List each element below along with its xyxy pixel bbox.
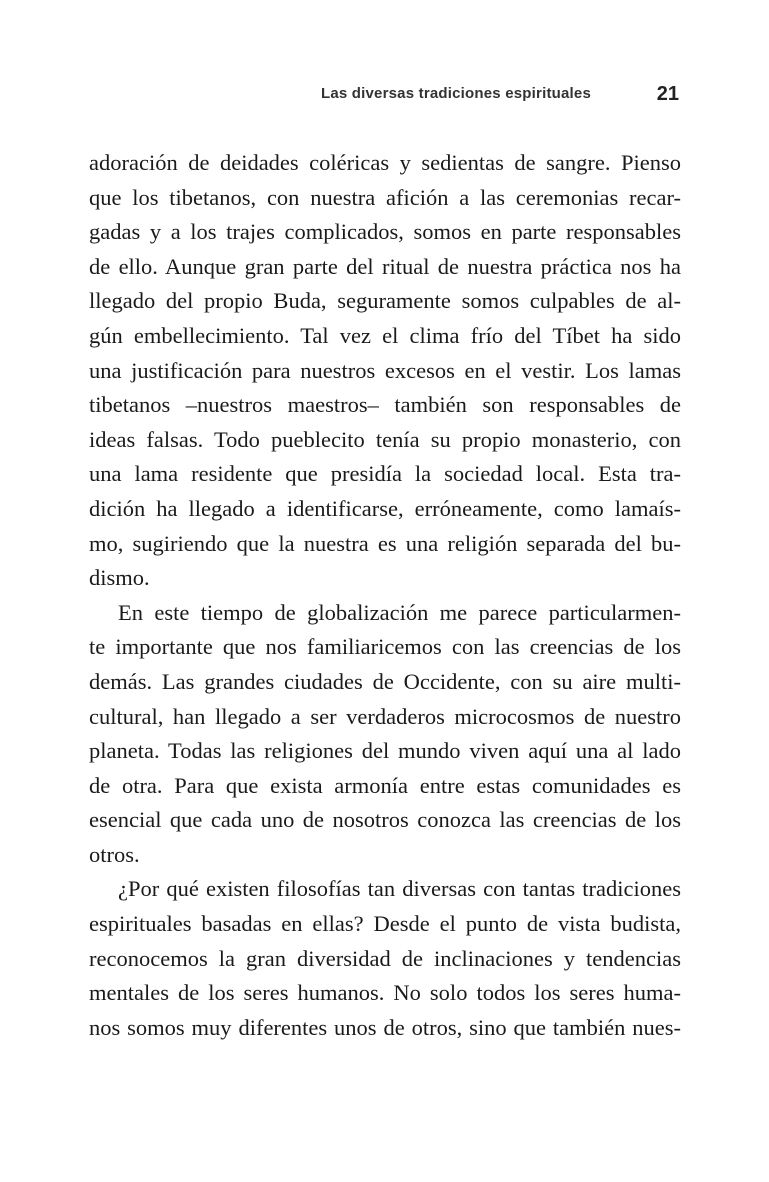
text-line: gadas y a los trajes complicados, somos en parte responsables (89, 219, 681, 245)
text-line: tibetanos –nuestros maestros– también son responsables de (89, 392, 681, 418)
text-line: espirituales basadas en ellas? Desde el punto de vista budista, (89, 911, 681, 937)
paragraph-1 (89, 146, 681, 596)
text-line: nos somos muy diferentes unos de otros, sino que también nues- (89, 1014, 681, 1040)
paragraph-3 (89, 872, 681, 1045)
text-line: esencial que cada uno de nosotros conozca las creencias de los (89, 807, 681, 833)
body-text (89, 146, 681, 1045)
text-line: En este tiempo de globalización me parece particularmen- (118, 599, 681, 625)
text-line: adoración de deidades coléricas y sedientas de sangre. Pienso (89, 150, 681, 175)
text-line: demás. Las grandes ciudades de Occidente, con su aire multi- (89, 668, 681, 694)
text-line: una justificación para nuestros excesos en el vestir. Los lamas (89, 357, 681, 383)
text-line: otros. (89, 841, 140, 867)
text-line: reconocemos la gran diversidad de inclinaciones y tendencias (89, 945, 681, 971)
page-number: 21 (656, 83, 679, 105)
text-line: gún embellecimiento. Tal vez el clima frío del Tíbet ha sido (89, 322, 681, 348)
running-head (0, 84, 769, 110)
text-line: dición ha llegado a identificarse, erróneamente, como lamaís- (89, 495, 681, 521)
running-head-title: Las diversas tradiciones espirituales (320, 85, 591, 102)
text-line: planeta. Todas las religiones del mundo viven aquí una al lado (89, 738, 681, 764)
text-line: ¿Por qué existen filosofías tan diversas con tantas tradiciones (118, 876, 681, 902)
text-line: dismo. (89, 565, 150, 591)
text-line: mentales de los seres humanos. No solo todos los seres huma- (89, 980, 681, 1006)
text-line: de otra. Para que exista armonía entre estas comunidades es (89, 772, 681, 798)
text-line: mo, sugiriendo que la nuestra es una religión separada del bu- (89, 530, 681, 556)
text-line: que los tibetanos, con nuestra afición a las ceremonias recar- (89, 184, 681, 210)
paragraph-2 (89, 596, 681, 873)
text-line: te importante que nos familiaricemos con las creencias de los (89, 634, 681, 660)
text-line: cultural, han llegado a ser verdaderos microcosmos de nuestro (89, 703, 681, 729)
text-line: ideas falsas. Todo pueblecito tenía su propio monasterio, con (89, 426, 681, 452)
text-line: una lama residente que presidía la sociedad local. Esta tra- (89, 461, 681, 487)
text-line: llegado del propio Buda, seguramente somos culpables de al- (89, 288, 681, 314)
text-line: de ello. Aunque gran parte del ritual de nuestra práctica nos ha (89, 253, 681, 279)
